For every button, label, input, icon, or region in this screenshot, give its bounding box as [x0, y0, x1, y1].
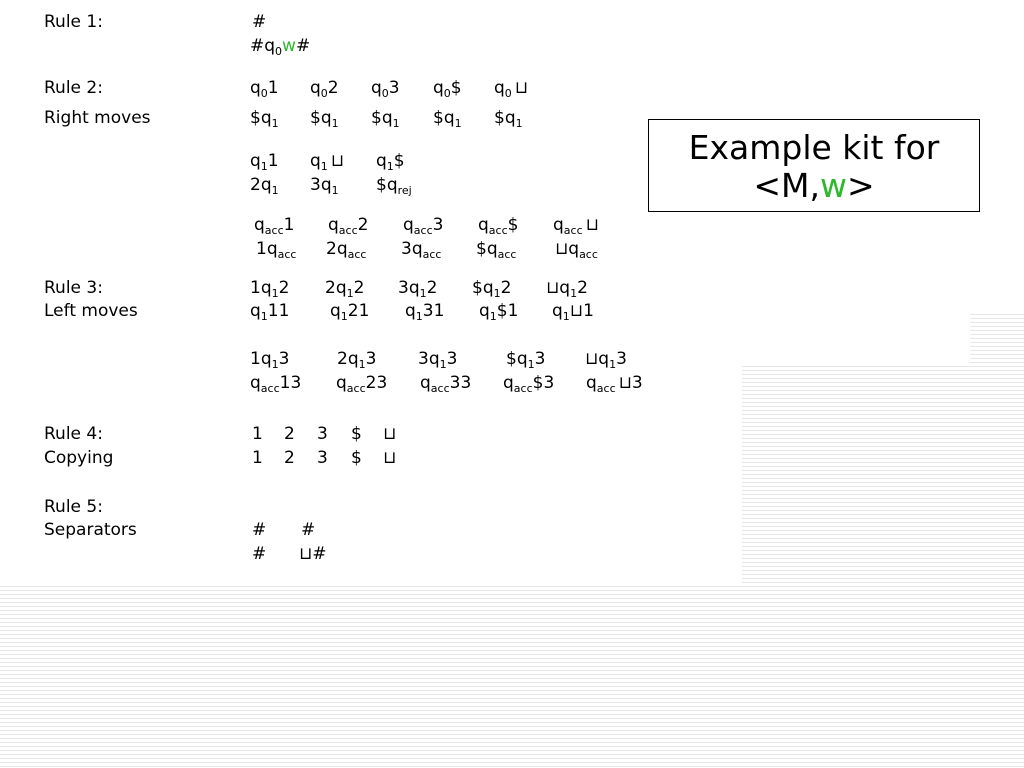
- example-kit-box: [648, 119, 980, 212]
- kit-title-line2: <M,w>: [753, 166, 875, 205]
- domino-bottom: $2q_1$: [250, 175, 279, 197]
- left-moves-label: Left moves: [44, 301, 138, 321]
- domino-bottom: ⊔#: [299, 544, 327, 564]
- domino-bottom: $q_111$: [250, 301, 290, 323]
- domino-top: $3q_13$: [418, 349, 458, 371]
- domino-top: $q_01$: [250, 78, 279, 100]
- domino-bottom: $\$q_1$: [310, 108, 339, 130]
- domino-top: $q_02$: [310, 78, 339, 100]
- domino-bottom: #: [252, 544, 267, 564]
- domino-top: $q_0$ ⊔: [494, 78, 529, 100]
- domino-top: $1q_12$: [250, 278, 290, 300]
- domino-top: $2q_13$: [337, 349, 377, 371]
- hash-symbol: #: [295, 36, 311, 56]
- domino-top: $\$q_12$: [472, 278, 512, 300]
- domino-bottom: $q_131$: [405, 301, 445, 323]
- domino-bottom: 3: [317, 448, 328, 468]
- domino-top: $q_{acc}2$: [328, 215, 369, 237]
- domino-bottom: $\$q_1$: [371, 108, 400, 130]
- domino-top: $⊔q_13$: [585, 349, 627, 371]
- domino-top: #: [301, 520, 316, 540]
- domino-top: $2q_12$: [325, 278, 365, 300]
- domino-top: ⊔: [383, 424, 397, 444]
- domino-bottom: $⊔q_{acc}$: [555, 239, 598, 261]
- input-w: w: [819, 166, 847, 205]
- domino-bottom: [250, 35, 310, 58]
- domino-bottom: 2: [284, 448, 295, 468]
- hash-symbol: #: [250, 36, 265, 56]
- right-moves-label: Right moves: [44, 108, 151, 128]
- domino-top: $3q_12$: [398, 278, 438, 300]
- rule3-label: Rule 3:: [44, 278, 103, 298]
- domino-bottom: ⊔: [383, 448, 397, 468]
- state-subscript: 0: [275, 45, 283, 58]
- domino-top: $q_1\$$: [376, 151, 405, 173]
- input-w: w: [282, 36, 296, 56]
- domino-bottom: $q_{acc}$ ⊔3: [586, 373, 643, 395]
- domino-bottom: 1: [252, 448, 263, 468]
- domino-bottom: $q_1⊔1$: [552, 301, 594, 323]
- domino-top: $q_{acc}$ ⊔: [553, 215, 599, 237]
- kit-title-line1: Example kit for: [688, 128, 940, 167]
- domino-top: $: [351, 424, 362, 444]
- domino-top: $⊔q_12$: [546, 278, 588, 300]
- domino-bottom: $\$q_{rej}$: [376, 175, 412, 197]
- domino-top: 3: [317, 424, 328, 444]
- domino-top: $q_1$ ⊔: [310, 151, 345, 173]
- domino-bottom: $\$q_1$: [250, 108, 279, 130]
- domino-bottom: $q_{acc}33$: [420, 373, 472, 395]
- domino-bottom: $3q_1$: [310, 175, 339, 197]
- domino-top: #: [252, 520, 267, 540]
- domino-bottom: $q_121$: [330, 301, 370, 323]
- separators-label: Separators: [44, 520, 137, 540]
- copying-label: Copying: [44, 448, 114, 468]
- rule5-label: Rule 5:: [44, 497, 103, 517]
- domino-top: 1: [252, 424, 263, 444]
- domino-top: $q_0\$$: [433, 78, 462, 100]
- domino-bottom: $3q_{acc}$: [401, 239, 442, 261]
- domino-bottom: $1q_{acc}$: [256, 239, 297, 261]
- domino-top: $q_03$: [371, 78, 400, 100]
- domino-bottom: $: [351, 448, 362, 468]
- domino-top: #: [252, 12, 267, 32]
- domino-bottom: $q_{acc}\$3$: [503, 373, 555, 395]
- domino-top: $\$q_13$: [506, 349, 546, 371]
- domino-bottom: $\$q_1$: [433, 108, 462, 130]
- state-q: q: [264, 36, 276, 56]
- domino-bottom: $\$q_1$: [494, 108, 523, 130]
- rule1-label: Rule 1:: [44, 12, 103, 32]
- domino-top: $q_11$: [250, 151, 279, 173]
- domino-bottom: $2q_{acc}$: [326, 239, 367, 261]
- domino-bottom: $q_{acc}23$: [336, 373, 388, 395]
- rule2-label: Rule 2:: [44, 78, 103, 98]
- domino-bottom: $q_1\$1$: [479, 301, 519, 323]
- domino-top: $1q_13$: [250, 349, 290, 371]
- rule4-label: Rule 4:: [44, 424, 103, 444]
- domino-bottom: $\$q_{acc}$: [476, 239, 517, 261]
- domino-top: $q_{acc}1$: [254, 215, 295, 237]
- domino-top: $q_{acc}\$$: [478, 215, 519, 237]
- domino-top: 2: [284, 424, 295, 444]
- domino-top: $q_{acc}3$: [403, 215, 444, 237]
- domino-bottom: $q_{acc}13$: [250, 373, 302, 395]
